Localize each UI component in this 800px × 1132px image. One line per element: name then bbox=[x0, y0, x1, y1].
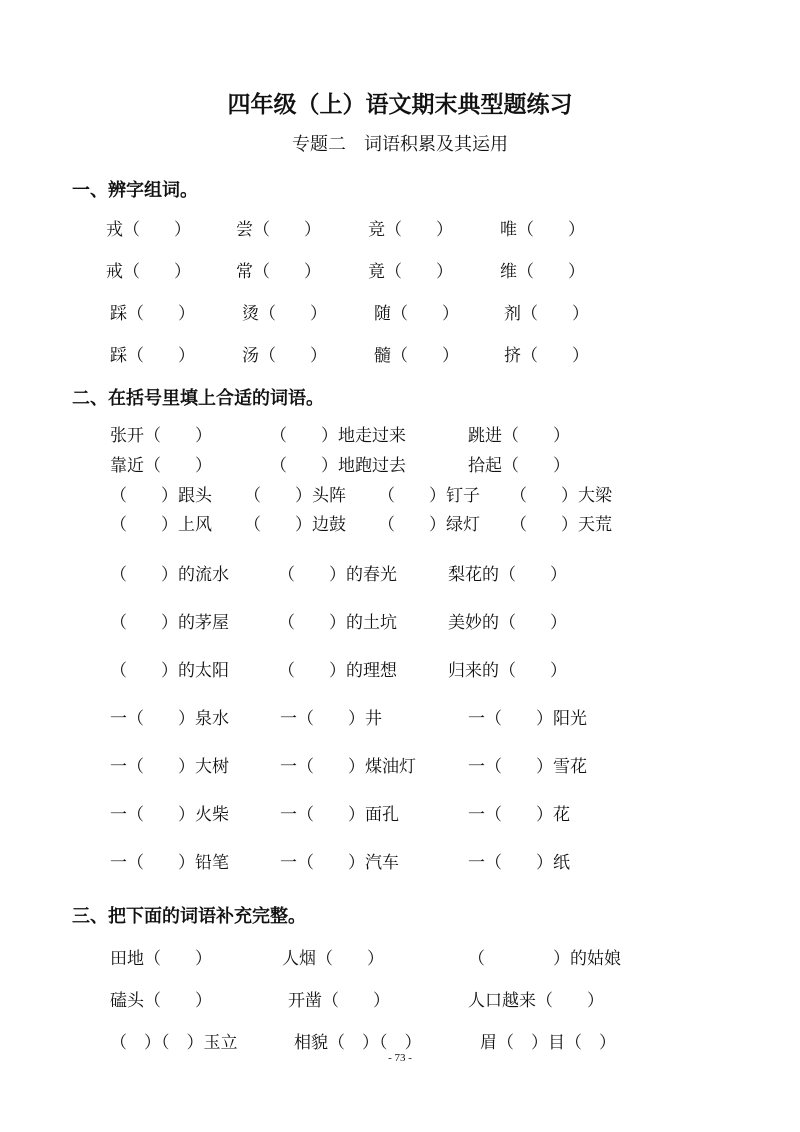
fill-cell: 一（ ）火柴 bbox=[110, 805, 229, 825]
word-cell: 戎（ ） bbox=[106, 220, 191, 240]
fill-cell: （ ）大梁 bbox=[510, 486, 612, 506]
word-cell: 尝（ ） bbox=[236, 220, 321, 240]
fill-cell: 一（ ）煤油灯 bbox=[280, 757, 416, 777]
fill-cell: 一（ ）大树 bbox=[110, 757, 229, 777]
fill-cell: （ ）头阵 bbox=[244, 486, 346, 506]
word-cell: 烫（ ） bbox=[242, 304, 327, 324]
word-cell: 踩（ ） bbox=[110, 346, 195, 366]
fill-cell: （ ）的春光 bbox=[278, 565, 397, 585]
fill-cell: 田地（ ） bbox=[110, 949, 212, 969]
page-title: 四年级（上）语文期末典型题练习 bbox=[227, 92, 573, 118]
fill-cell: （ ）地跑过去 bbox=[270, 456, 406, 476]
fill-cell: 梨花的（ ） bbox=[448, 565, 567, 585]
fill-cell: 开凿（ ） bbox=[288, 991, 390, 1011]
fill-cell: （ ）跟头 bbox=[110, 486, 212, 506]
fill-cell: （ ）的姑娘 bbox=[468, 949, 621, 969]
page-subtitle: 专题二 词语积累及其运用 bbox=[292, 134, 508, 155]
fill-cell: 靠近（ ） bbox=[110, 456, 212, 476]
word-cell: 唯（ ） bbox=[500, 220, 585, 240]
fill-cell: 一（ ）阳光 bbox=[468, 709, 587, 729]
fill-cell: （ ）地走过来 bbox=[270, 426, 406, 446]
word-cell: 竟（ ） bbox=[368, 262, 453, 282]
fill-cell: 一（ ）铅笔 bbox=[110, 853, 229, 873]
fill-cell: 一（ ）井 bbox=[280, 709, 382, 729]
fill-cell: 拾起（ ） bbox=[468, 456, 570, 476]
section-heading-2: 二、在括号里填上合适的词语。 bbox=[72, 388, 324, 409]
word-cell: 剂（ ） bbox=[504, 304, 589, 324]
word-cell: 常（ ） bbox=[236, 262, 321, 282]
fill-cell: （ ）的太阳 bbox=[110, 661, 229, 681]
fill-cell: 一（ ）汽车 bbox=[280, 853, 399, 873]
fill-cell: （ ）绿灯 bbox=[378, 515, 480, 535]
word-cell: 髓（ ） bbox=[374, 346, 459, 366]
fill-cell: 一（ ）面孔 bbox=[280, 805, 399, 825]
fill-cell: 一（ ）花 bbox=[468, 805, 570, 825]
word-cell: 竞（ ） bbox=[368, 220, 453, 240]
fill-cell: 人口越来（ ） bbox=[468, 991, 604, 1011]
fill-cell: （ ）（ ）玉立 bbox=[110, 1033, 238, 1053]
fill-cell: 一（ ）雪花 bbox=[468, 757, 587, 777]
word-cell: 踩（ ） bbox=[110, 304, 195, 324]
word-cell: 汤（ ） bbox=[242, 346, 327, 366]
section-heading-3: 三、把下面的词语补充完整。 bbox=[72, 906, 306, 927]
word-cell: 维（ ） bbox=[500, 262, 585, 282]
fill-cell: （ ）的流水 bbox=[110, 565, 229, 585]
fill-cell: 磕头（ ） bbox=[110, 991, 212, 1011]
fill-cell: 归来的（ ） bbox=[448, 661, 567, 681]
fill-cell: （ ）的土坑 bbox=[278, 613, 397, 633]
fill-cell: 张开（ ） bbox=[110, 426, 212, 446]
word-cell: 随（ ） bbox=[374, 304, 459, 324]
fill-cell: 人烟（ ） bbox=[282, 949, 384, 969]
fill-cell: 跳进（ ） bbox=[468, 426, 570, 446]
fill-cell: （ ）的茅屋 bbox=[110, 613, 229, 633]
fill-cell: 相貌（ ）（ ） bbox=[294, 1033, 422, 1053]
word-cell: 戒（ ） bbox=[106, 262, 191, 282]
fill-cell: 美妙的（ ） bbox=[448, 613, 567, 633]
section-heading-1: 一、辨字组词。 bbox=[72, 180, 198, 201]
fill-cell: 眉（ ）目（ ） bbox=[480, 1033, 616, 1053]
fill-cell: 一（ ）纸 bbox=[468, 853, 570, 873]
fill-cell: （ ）钉子 bbox=[378, 486, 480, 506]
word-cell: 挤（ ） bbox=[504, 346, 589, 366]
fill-cell: 一（ ）泉水 bbox=[110, 709, 229, 729]
fill-cell: （ ）上风 bbox=[110, 515, 212, 535]
fill-cell: （ ）边鼓 bbox=[244, 515, 346, 535]
fill-cell: （ ）天荒 bbox=[510, 515, 612, 535]
fill-cell: （ ）的理想 bbox=[278, 661, 397, 681]
page-number: - 73 - bbox=[388, 1052, 412, 1064]
